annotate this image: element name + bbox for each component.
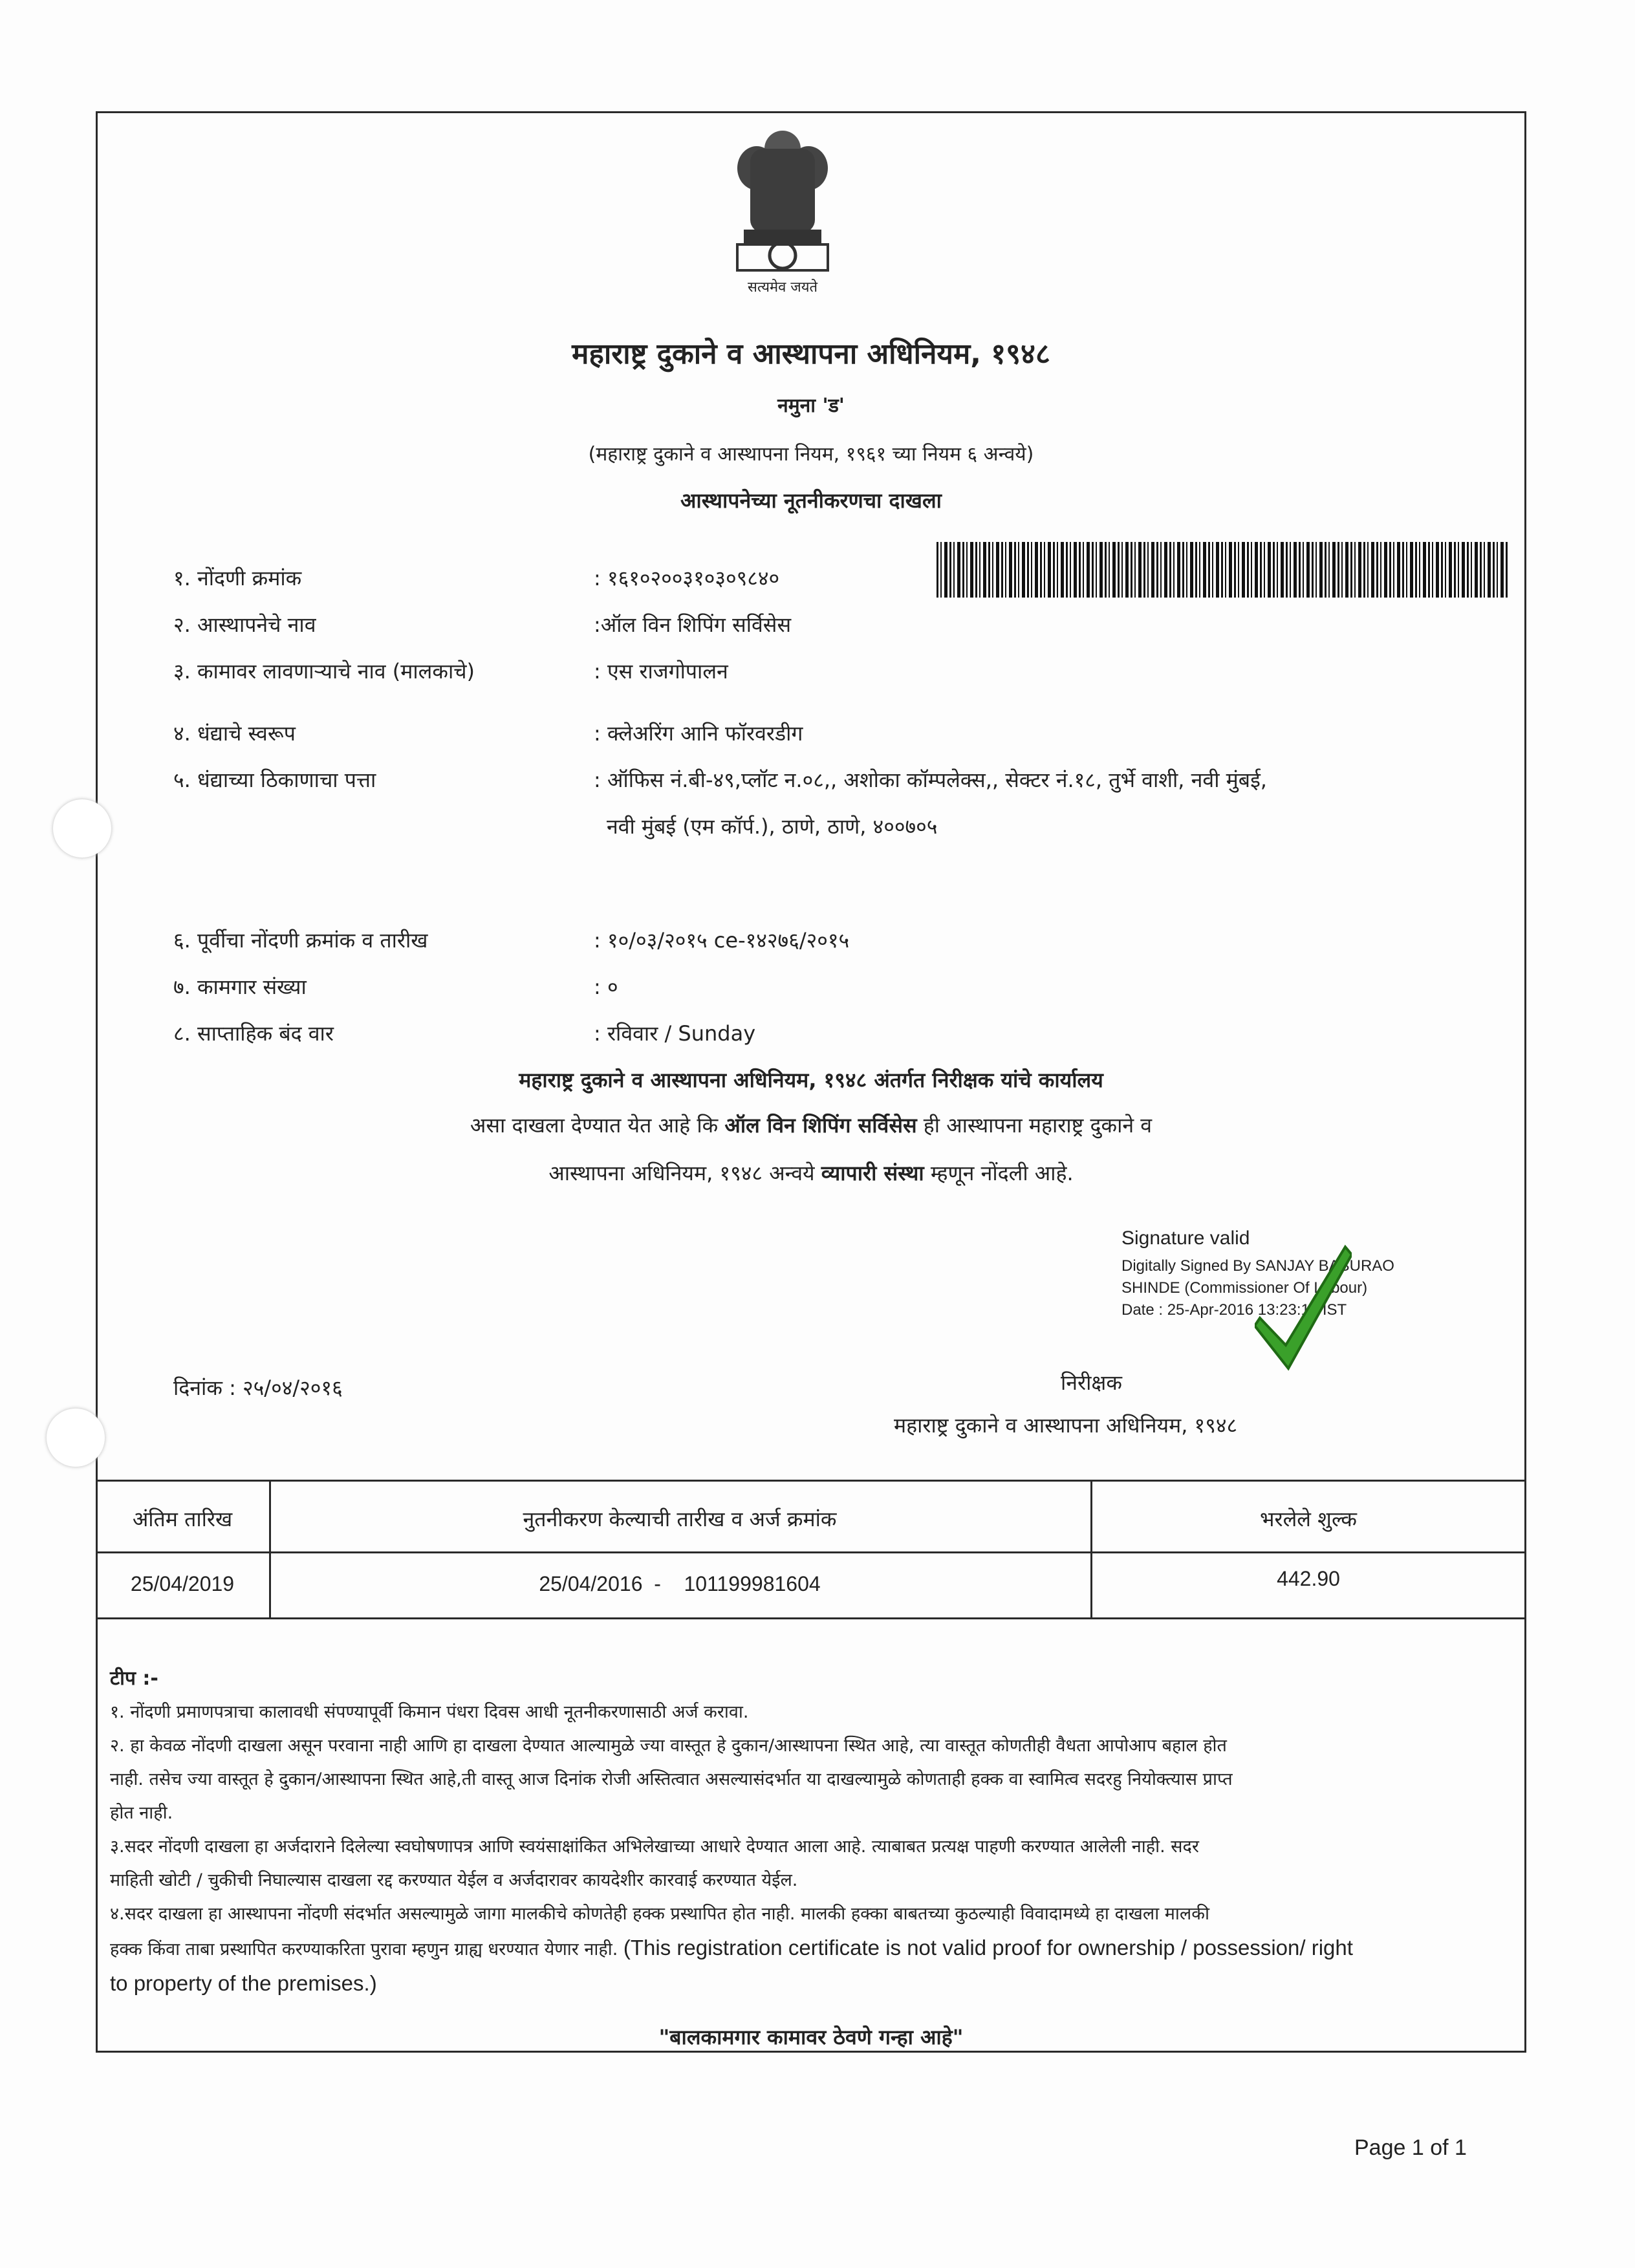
table-cell-renewal-date-application: 25/04/2016 - 101199981604 bbox=[539, 1572, 821, 1595]
note-line: हक्क किंवा ताबा प्रस्थापित करण्याकरिता पुरावा म्हणुन ग्राह्य धरण्यात येणार नाही. (This registration certificate is not valid proof for ownership / possession/ right bbox=[110, 1936, 1353, 1960]
field-value-business-address: : ऑफिस नं.बी-४९,प्लॉट न.०८,, अशोका कॉम्पलेक्स,, सेक्टर नं.१८, तुर्भे वाशी, नवी मुंबई, bbox=[594, 768, 1267, 792]
table-cell-expiry-date: 25/04/2019 bbox=[130, 1572, 235, 1595]
field-value-previous-registration: : १०/०३/२०१५ ce-१४२७६/२०१५ bbox=[594, 928, 850, 953]
page-number: Page 1 of 1 bbox=[1354, 2135, 1467, 2160]
certification-paragraph-1: असा दाखला देण्यात येत आहे कि ऑल विन शिपिंग सर्विसेस ही आस्थापना महाराष्ट्र दुकाने व bbox=[470, 1113, 1153, 1138]
punch-hole bbox=[47, 1409, 105, 1467]
notes-heading: टीप :- bbox=[110, 1667, 158, 1690]
field-value-weekly-off: : रविवार / Sunday bbox=[594, 1021, 756, 1046]
act-title: महाराष्ट्र दुकाने व आस्थापना अधिनियम, १९४८ bbox=[572, 338, 1050, 371]
barcode bbox=[937, 542, 1508, 598]
field-label-registration-no: १. नोंदणी क्रमांक bbox=[173, 566, 302, 590]
field-value-registration-no: : १६१०२००३१०३०९८४० bbox=[594, 566, 780, 590]
field-label-weekly-off: ८. साप्ताहिक बंद वार bbox=[173, 1021, 334, 1046]
signature-signer: Digitally Signed By SANJAY BABURAO bbox=[1121, 1257, 1394, 1275]
field-label-business-nature: ४. धंद्याचे स्वरूप bbox=[173, 721, 296, 746]
note-line: १. नोंदणी प्रमाणपत्राचा कालावधी संपण्यापूर्वी किमान पंधरा दिवस आधी नूतनीकरणासाठी अर्ज करावा. bbox=[110, 1702, 749, 1722]
field-label-previous-registration: ६. पूर्वीचा नोंदणी क्रमांक व तारीख bbox=[173, 928, 428, 953]
field-value-business-nature: : क्लेअरिंग आनि फॉरवरडीग bbox=[594, 721, 803, 746]
field-label-worker-count: ७. कामगार संख्या bbox=[173, 975, 307, 999]
signature-date: Date : 25-Apr-2016 13:23:18 IST bbox=[1121, 1301, 1347, 1319]
emblem-motto: सत्यमेव जयते bbox=[747, 279, 818, 296]
establishment-name-bold: ऑल विन शिपिंग सर्विसेस bbox=[724, 1113, 917, 1138]
national-emblem-icon bbox=[724, 123, 841, 291]
rule-reference: (महाराष्ट्र दुकाने व आस्थापना नियम, १९६१ च्या नियम ६ अन्वये) bbox=[588, 443, 1034, 466]
child-labour-slogan: "बालकामगार कामावर ठेवणे गन्हा आहे" bbox=[658, 2025, 964, 2049]
inspector-act: महाराष्ट्र दुकाने व आस्थापना अधिनियम, १९४८ bbox=[894, 1413, 1238, 1438]
signature-valid-check-icon bbox=[1255, 1242, 1352, 1377]
certification-paragraph-2: आस्थापना अधिनियम, १९४८ अन्वये व्यापारी संस्था म्हणून नोंदली आहे. bbox=[548, 1161, 1074, 1185]
notes-section bbox=[110, 1662, 1520, 2000]
field-value-business-address-cont: नवी मुंबई (एम कॉर्प.), ठाणे, ठाणे, ४००७०५ bbox=[607, 814, 938, 839]
field-value-worker-count: : ० bbox=[594, 975, 618, 999]
field-label-business-address: ५. धंद्याच्या ठिकाणाचा पत्ता bbox=[173, 768, 376, 792]
note-line: माहिती खोटी / चुकीची निघाल्यास दाखला रद्द करण्यात येईल व अर्जदारावर कायदेशीर कारवाई करण्यात येईल. bbox=[110, 1870, 798, 1890]
table-cell-fee-paid: 442.90 bbox=[1277, 1567, 1340, 1590]
inspector-title: निरीक्षक bbox=[1061, 1370, 1122, 1395]
field-value-establishment-name: :ऑल विन शिपिंग सर्विसेस bbox=[594, 612, 792, 637]
certificate-title: आस्थापनेच्या नूतनीकरणचा दाखला bbox=[680, 488, 942, 513]
field-value-employer-name: : एस राजगोपालन bbox=[594, 659, 728, 684]
note-line: ४.सदर दाखला हा आस्थापना नोंदणी संदर्भात असल्यामुळे जागा मालकीचे कोणतेही हक्क प्रस्थापित होत नाही. मालकी हक्का बाबतच्या कुठल्याही विवादामध्ये हा दाखला मालकी bbox=[110, 1904, 1209, 1924]
renewal-table bbox=[96, 1480, 1526, 1619]
english-disclaimer-cont: to property of the premises.) bbox=[110, 1971, 377, 1995]
punch-hole bbox=[53, 799, 111, 858]
note-line: होत नाही. bbox=[110, 1803, 173, 1823]
table-header-fee-paid: भरलेले शुल्क bbox=[1260, 1507, 1357, 1531]
establishment-type-bold: व्यापारी संस्था bbox=[821, 1161, 924, 1185]
table-header-expiry-date: अंतिम तारिख bbox=[132, 1507, 233, 1531]
issue-date: दिनांक : २५/०४/२०१६ bbox=[173, 1376, 343, 1400]
note-line: २. हा केवळ नोंदणी दाखला असून परवाना नाही आणि हा दाखला देण्यात आल्यामुळे ज्या वास्तूत हे दुकान/आस्थापना स्थित आहे, त्या वास्तूत कोणतीही वैधता आपोआप बहाल होत bbox=[110, 1736, 1227, 1756]
note-line: नाही. तसेच ज्या वास्तूत हे दुकान/आस्थापना स्थित आहे,ती वास्तू आज दिनांक रोजी अस्तित्वात असल्यासंदर्भात या दाखल्यामुळे कोणताही हक्क वा स्वामित्व सदरहु नियोक्त्यास प्राप्त bbox=[110, 1769, 1233, 1789]
inspector-office-line: महाराष्ट्र दुकाने व आस्थापना अधिनियम, १९४८ अंतर्गत निरीक्षक यांचे कार्यालय bbox=[519, 1068, 1103, 1092]
signature-status: Signature valid bbox=[1121, 1227, 1250, 1249]
english-disclaimer: (This registration certificate is not valid proof for ownership / possession/ right bbox=[623, 1936, 1353, 1960]
signature-designation: SHINDE (Commissioner Of Labour) bbox=[1121, 1279, 1368, 1297]
table-header-renewal-date-application: नुतनीकरण केल्याची तारीख व अर्ज क्रमांक bbox=[523, 1507, 837, 1531]
form-name: नमुना 'ड' bbox=[777, 394, 845, 417]
field-label-employer-name: ३. कामावर लावणाऱ्याचे नाव (मालकाचे) bbox=[173, 659, 475, 684]
note-line: ३.सदर नोंदणी दाखला हा अर्जदाराने दिलेल्या स्वघोषणापत्र आणि स्वयंसाक्षांकित अभिलेखाच्या आधारे देण्यात आला आहे. त्याबाबत प्रत्यक्ष पाहणी करण्यात आलेली नाही. सदर bbox=[110, 1837, 1199, 1857]
field-label-establishment-name: २. आस्थापनेचे नाव bbox=[173, 612, 316, 637]
